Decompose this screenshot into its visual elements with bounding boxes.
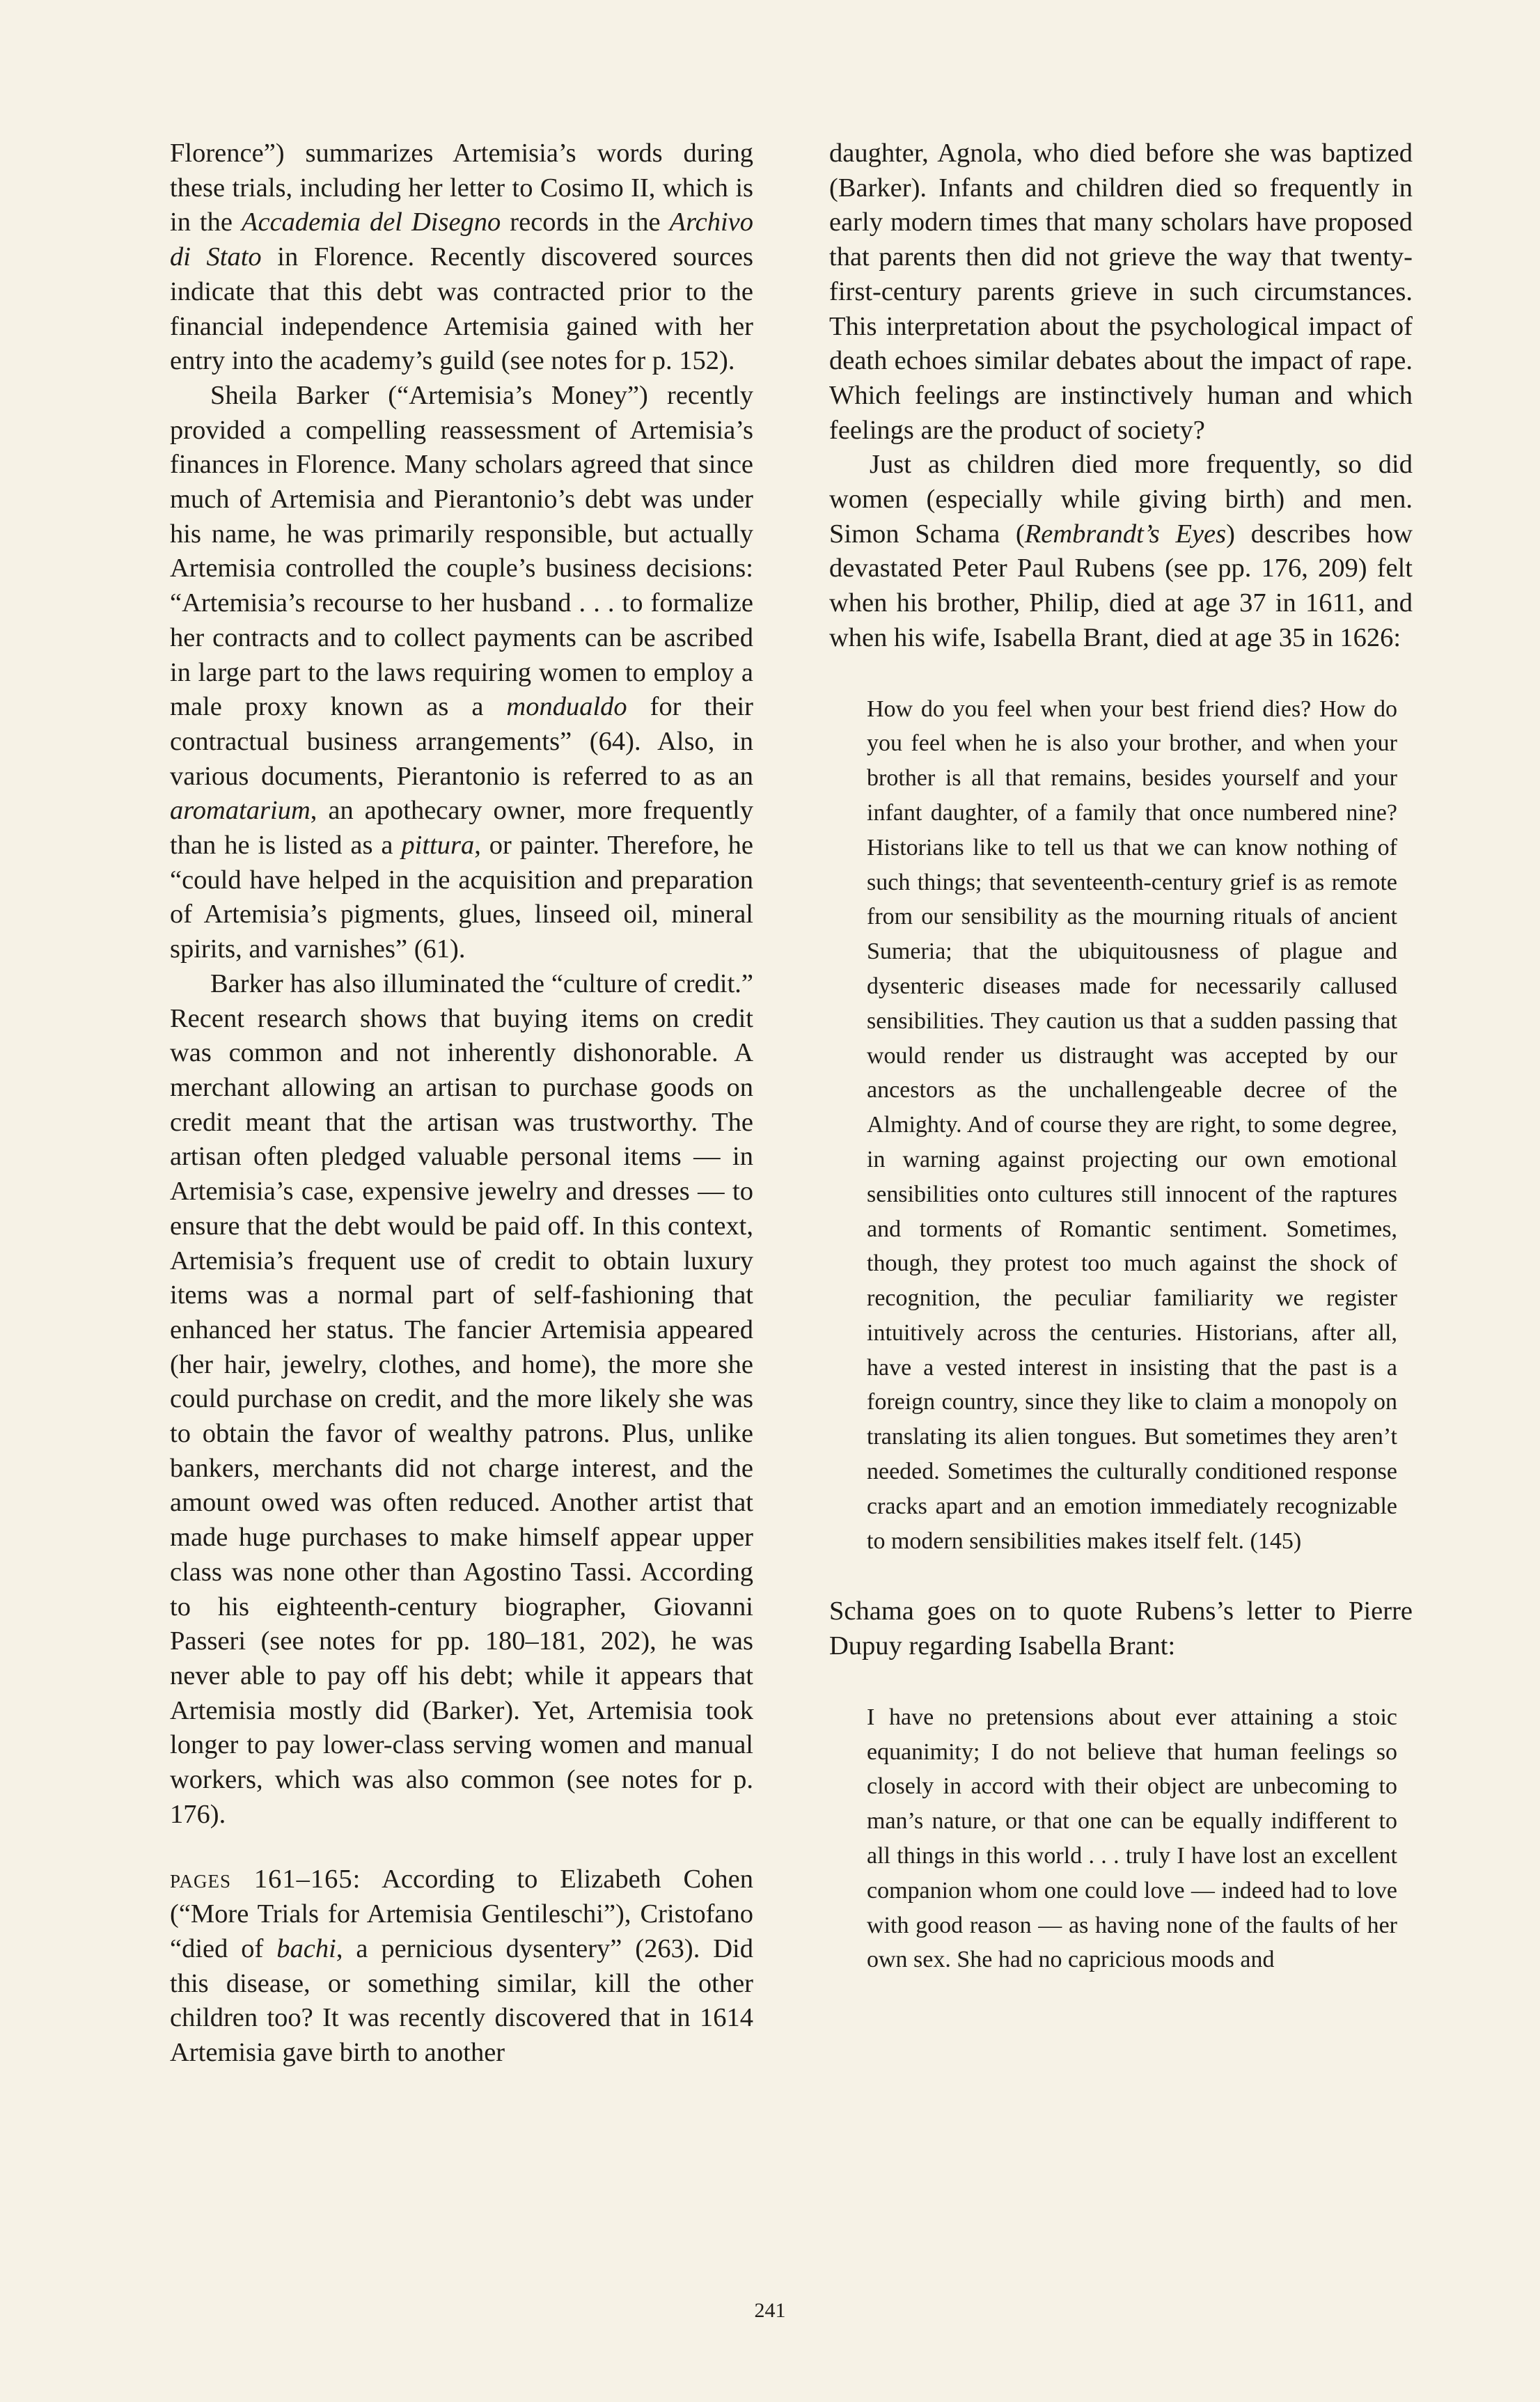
paragraph-schama-rubens: Just as children died more frequently, so did women (especially while giving birth) and men. Simon Schama (Rembrandt’s Eyes) describes how devastated Peter Paul Rubens (see pp. 176, 209) felt when his brother, Philip, died at age 37 in 1611, and when his wife, Isabella Brant, died at age 35 in 1626: [829,450,1413,652]
note-label: pages 161–165: [170,1865,361,1894]
paragraph-florence-trials: Florence”) summarizes Artemisia’s words during these trials, including her letter to Cosimo II, which is in the Accademia del Disegno records in the Archivo di Stato in Florence. Recently discovered sources indicate that this debt was contracted prior to the financial independence Artemisia gained with her entry into the academy’s guild (see notes for p. 152). [170,139,753,376]
paragraph-barker-finances: Sheila Barker (“Artemisia’s Money”) recently provided a compelling reassessment of Artemisia’s finances in Florence. Many scholars agreed that since much of Artemisia and Pierantonio’s debt was under his name, he was primarily responsible, but actually Artemisia controlled the couple’s business decisions: “Artemisia’s recourse to her husband . . . to formalize her contracts and to collect payments can be ascribed in large part to the laws requiring women to employ a male proxy known as a mondualdo for their contractual business arrangements” (64). Also, in various documents, Pierantonio is referred to as an aromatarium, an apothecary owner, more frequently than he is listed as a pittura, or painter. Therefore, he “could have helped in the acquisition and preparation of Artemisia’s pigments, glues, linseed oil, mineral spirits, and varnishes” (61). [170,380,753,964]
paragraph-agnola: daughter, Agnola, who died before she was baptized (Barker). Infants and children died so frequently in early modern times that many scholars have proposed that parents then did not grieve the way that twenty-first-century parents grieve in such circumstances. This interpretation about the psychological impact of death echoes similar debates about the impact of rape. Which feelings are instinctively human and which feelings are the product of society? [829,139,1413,445]
block-quote-schama: How do you feel when your best friend dies? How do you feel when he is also your brother, and when your brother is all that remains, besides yourself and your infant daughter, of a family that once numbered nine? Historians like to tell us that we can know nothing of such things; that seventeenth-century grief is as remote from our sensibility as the mourning rituals of ancient Sumeria; that the ubiquitousness of plague and dysenteric diseases made for necessarily callused sensibilities. They caution us that a sudden passing that would render us distraught was accepted by our ancestors as the unchallengeable decree of the Almighty. And of course they are right, to some degree, in warning against projecting our own emotional sensibilities onto cultures still innocent of the raptures and torments of Romantic sentiment. Sometimes, though, they protest too much against the shock of recognition, the peculiar familiarity we register intuitively across the centuries. Historians, after all, have a vested interest in insisting that the past is a foreign country, since they like to claim a monopoly on translating its alien tongues. But sometimes they aren’t needed. Sometimes the culturally conditioned response cracks apart and an emotion immediately recognizable to modern sensibilities makes itself felt. (145) [867,696,1397,1554]
right-column [829,136,1413,1977]
left-column [170,136,753,2071]
paragraph-pages-161-165: pages 161–165: According to Elizabeth Cohen (“More Trials for Artemisia Gentileschi”), Cristofano “died of bachi, a pernicious dysentery” (263). Did this disease, or something similar, kill the other children too? It was recently discovered that in 1614 Artemisia gave birth to another [170,1865,753,2067]
paragraph-rubens-letter-intro: Schama goes on to quote Rubens’s letter to Pierre Dupuy regarding Isabella Brant: [829,1596,1413,1661]
paragraph-culture-of-credit: Barker has also illuminated the “culture of credit.” Recent research shows that buying items on credit was common and not inherently dishonorable. A merchant allowing an artisan to purchase goods on credit meant that the artisan was trustworthy. The artisan often pledged valuable personal items — in Artemisia’s case, expensive jewelry and dresses — to ensure that the debt would be paid off. In this context, Artemisia’s frequent use of credit to obtain luxury items was a normal part of self-fashioning that enhanced her status. The fancier Artemisia appeared (her hair, jewelry, clothes, and home), the more she could purchase on credit, and the more likely she was to obtain the favor of wealthy patrons. Plus, unlike bankers, merchants did not charge interest, and the amount owed was often reduced. Another artist that made huge purchases to make himself appear upper class was none other than Agostino Tassi. According to his eighteenth-century biographer, Giovanni Passeri (see notes for pp. 180–181, 202), he was never able to pay off his debt; while it appears that Artemisia mostly did (Barker). Yet, Artemisia took longer to pay lower-class serving women and manual workers, which was also common (see notes for p. 176). [170,968,753,1829]
page-number: 241 [754,2299,786,2322]
block-quote-rubens: I have no pretensions about ever attaining a stoic equanimity; I do not believe that human feelings so closely in accord with their object are unbecoming to man’s nature, or that one can be equally indifferent to all things in this world . . . truly I have lost an excellent companion whom one could love — indeed had to love with good reason — as having none of the faults of her own sex. She had no capricious moods and [867,1704,1397,1973]
